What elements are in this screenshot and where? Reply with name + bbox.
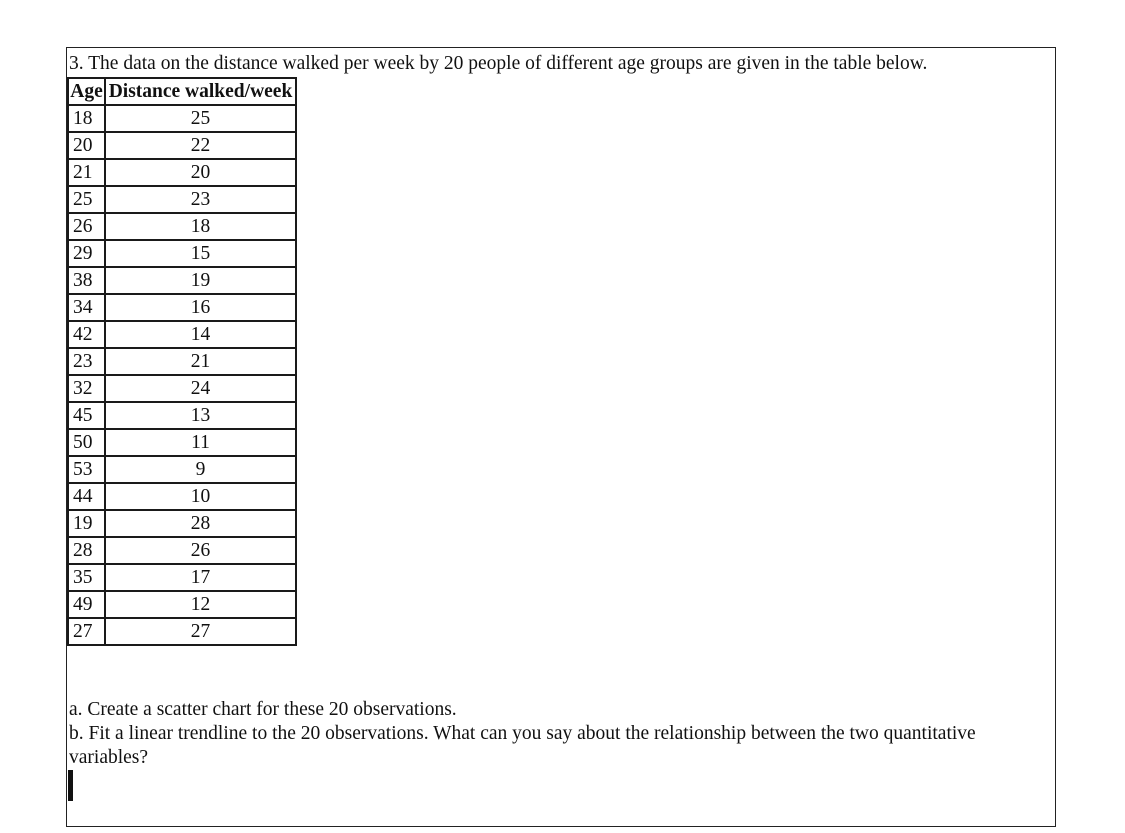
question-a: a. Create a scatter chart for these 20 observations. — [69, 699, 457, 720]
distance-cell: 17 — [105, 564, 296, 591]
table-row — [68, 375, 296, 402]
data-table — [67, 77, 297, 646]
age-cell: 32 — [68, 375, 105, 402]
table-row — [68, 132, 296, 159]
table-row — [68, 618, 296, 645]
distance-cell: 22 — [105, 132, 296, 159]
text-cursor[interactable] — [68, 770, 73, 801]
table-row — [68, 240, 296, 267]
table-row — [68, 429, 296, 456]
table-row — [68, 537, 296, 564]
age-cell: 38 — [68, 267, 105, 294]
table-row — [68, 159, 296, 186]
age-cell: 34 — [68, 294, 105, 321]
table-row — [68, 186, 296, 213]
table-row — [68, 564, 296, 591]
column-header-distance: Distance walked/week — [105, 78, 296, 105]
distance-cell: 16 — [105, 294, 296, 321]
age-cell: 45 — [68, 402, 105, 429]
distance-cell: 12 — [105, 591, 296, 618]
age-cell: 53 — [68, 456, 105, 483]
table-body — [68, 105, 296, 645]
table-row — [68, 294, 296, 321]
distance-cell: 9 — [105, 456, 296, 483]
age-cell: 20 — [68, 132, 105, 159]
distance-cell: 24 — [105, 375, 296, 402]
table-row — [68, 348, 296, 375]
table-row — [68, 213, 296, 240]
table-row — [68, 483, 296, 510]
table-row — [68, 402, 296, 429]
distance-cell: 10 — [105, 483, 296, 510]
age-cell: 49 — [68, 591, 105, 618]
distance-cell: 26 — [105, 537, 296, 564]
age-cell: 50 — [68, 429, 105, 456]
distance-cell: 18 — [105, 213, 296, 240]
problem-intro: 3. The data on the distance walked per week by 20 people of different age groups are given in the table below. — [69, 53, 928, 74]
distance-cell: 13 — [105, 402, 296, 429]
distance-cell: 25 — [105, 105, 296, 132]
age-cell: 28 — [68, 537, 105, 564]
distance-cell: 28 — [105, 510, 296, 537]
age-cell: 27 — [68, 618, 105, 645]
distance-cell: 21 — [105, 348, 296, 375]
table-header-row — [68, 78, 296, 105]
table-row — [68, 510, 296, 537]
table-row — [68, 456, 296, 483]
age-cell: 29 — [68, 240, 105, 267]
document-frame — [66, 47, 1056, 827]
age-cell: 19 — [68, 510, 105, 537]
distance-cell: 19 — [105, 267, 296, 294]
question-b: b. Fit a linear trendline to the 20 observations. What can you say about the relationship between the two quantitative variables? — [69, 723, 976, 768]
distance-cell: 14 — [105, 321, 296, 348]
table-row — [68, 591, 296, 618]
age-cell: 18 — [68, 105, 105, 132]
table-row — [68, 321, 296, 348]
table-row — [68, 267, 296, 294]
distance-cell: 15 — [105, 240, 296, 267]
age-cell: 35 — [68, 564, 105, 591]
age-cell: 44 — [68, 483, 105, 510]
age-cell: 26 — [68, 213, 105, 240]
age-cell: 42 — [68, 321, 105, 348]
distance-cell: 20 — [105, 159, 296, 186]
distance-cell: 27 — [105, 618, 296, 645]
distance-cell: 23 — [105, 186, 296, 213]
table-row — [68, 105, 296, 132]
age-cell: 23 — [68, 348, 105, 375]
age-cell: 21 — [68, 159, 105, 186]
column-header-age: Age — [68, 78, 105, 105]
age-cell: 25 — [68, 186, 105, 213]
distance-cell: 11 — [105, 429, 296, 456]
